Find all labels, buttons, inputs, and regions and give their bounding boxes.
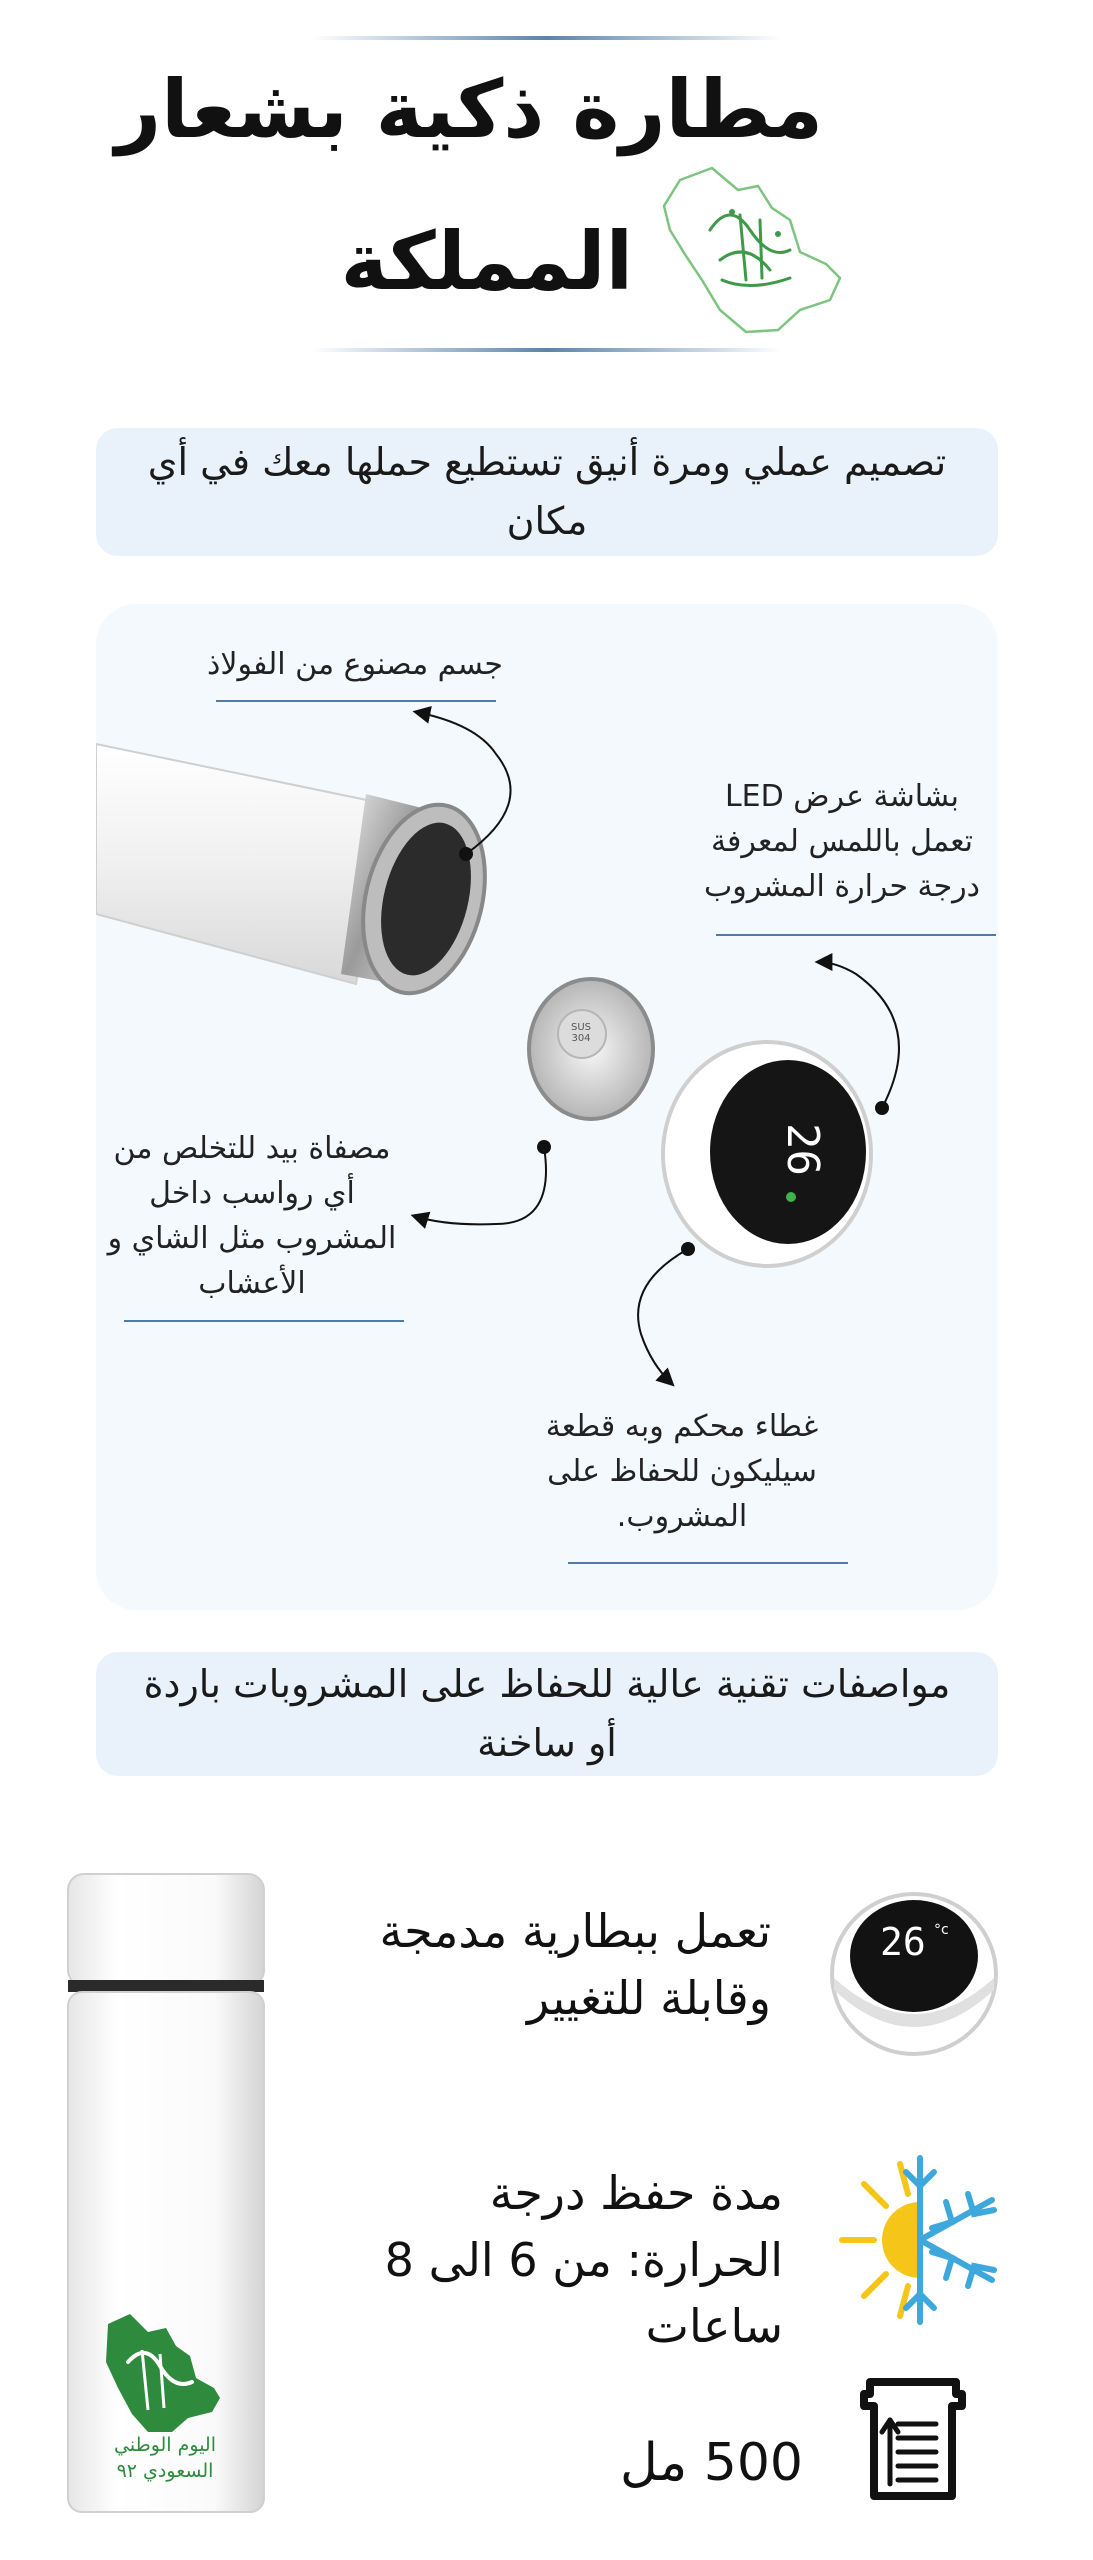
header-bottom-divider (312, 348, 782, 352)
label-filter: مصفاة بيد للتخلص من أي رواسب داخل المشروب مثل الشاي و الأعشاب (107, 1131, 397, 1301)
label-body: جسم مصنوع من الفولاذ (207, 647, 503, 682)
lid-icon-unit: °c (934, 1922, 949, 1938)
saudi-map-logo (650, 160, 850, 340)
lid-icon-temperature: 26 (880, 1920, 926, 1964)
specs-banner (96, 1652, 998, 1776)
label-filter-underline (124, 1320, 404, 1322)
hot-cold-icon (828, 2150, 1008, 2330)
page-title-line1: مطارة ذكية بشعار (115, 63, 823, 156)
label-lid: غطاء محكم وبه قطعة سيليكون للحفاظ على المشروب. (545, 1409, 819, 1534)
label-body-underline (216, 700, 496, 702)
design-banner (96, 428, 998, 556)
label-display: بشاشة عرض LED تعمل باللمس لمعرفة درجة حرارة المشروب (703, 779, 981, 904)
page-title-line2: المملكة (340, 215, 633, 308)
measuring-cup-icon (858, 2372, 968, 2508)
feature-battery-text: تعمل ببطارية مدمجة وقابلة للتغيير (379, 1904, 771, 2025)
label-display-underline (716, 934, 996, 936)
bottle-logo-line2: السعودي ٩٢ (116, 2460, 214, 2482)
lid-display-icon (824, 1880, 1004, 2060)
label-lid-underline (568, 1562, 848, 1564)
header-top-divider (312, 36, 782, 40)
feature-temperature-text: مدة حفظ درجة الحرارة: من 6 الى 8 ساعات (384, 2166, 783, 2354)
filter-mark: SUS 304 (570, 1022, 591, 1044)
feature-capacity-text: 500 مل (619, 2433, 803, 2493)
design-banner-text: تصميم عملي ومرة أنيق تستطيع حملها معك في أي مكان (147, 440, 947, 543)
specs-banner-text: مواصفات تقنية عالية للحفاظ على المشروبات باردة أو ساخنة (143, 1662, 951, 1765)
bottle-illustration (56, 1862, 276, 2528)
lid-display-temperature: 26 (776, 1123, 828, 1176)
product-parts-diagram (96, 604, 998, 1610)
bottle-logo-line1: اليوم الوطني (114, 2434, 216, 2456)
